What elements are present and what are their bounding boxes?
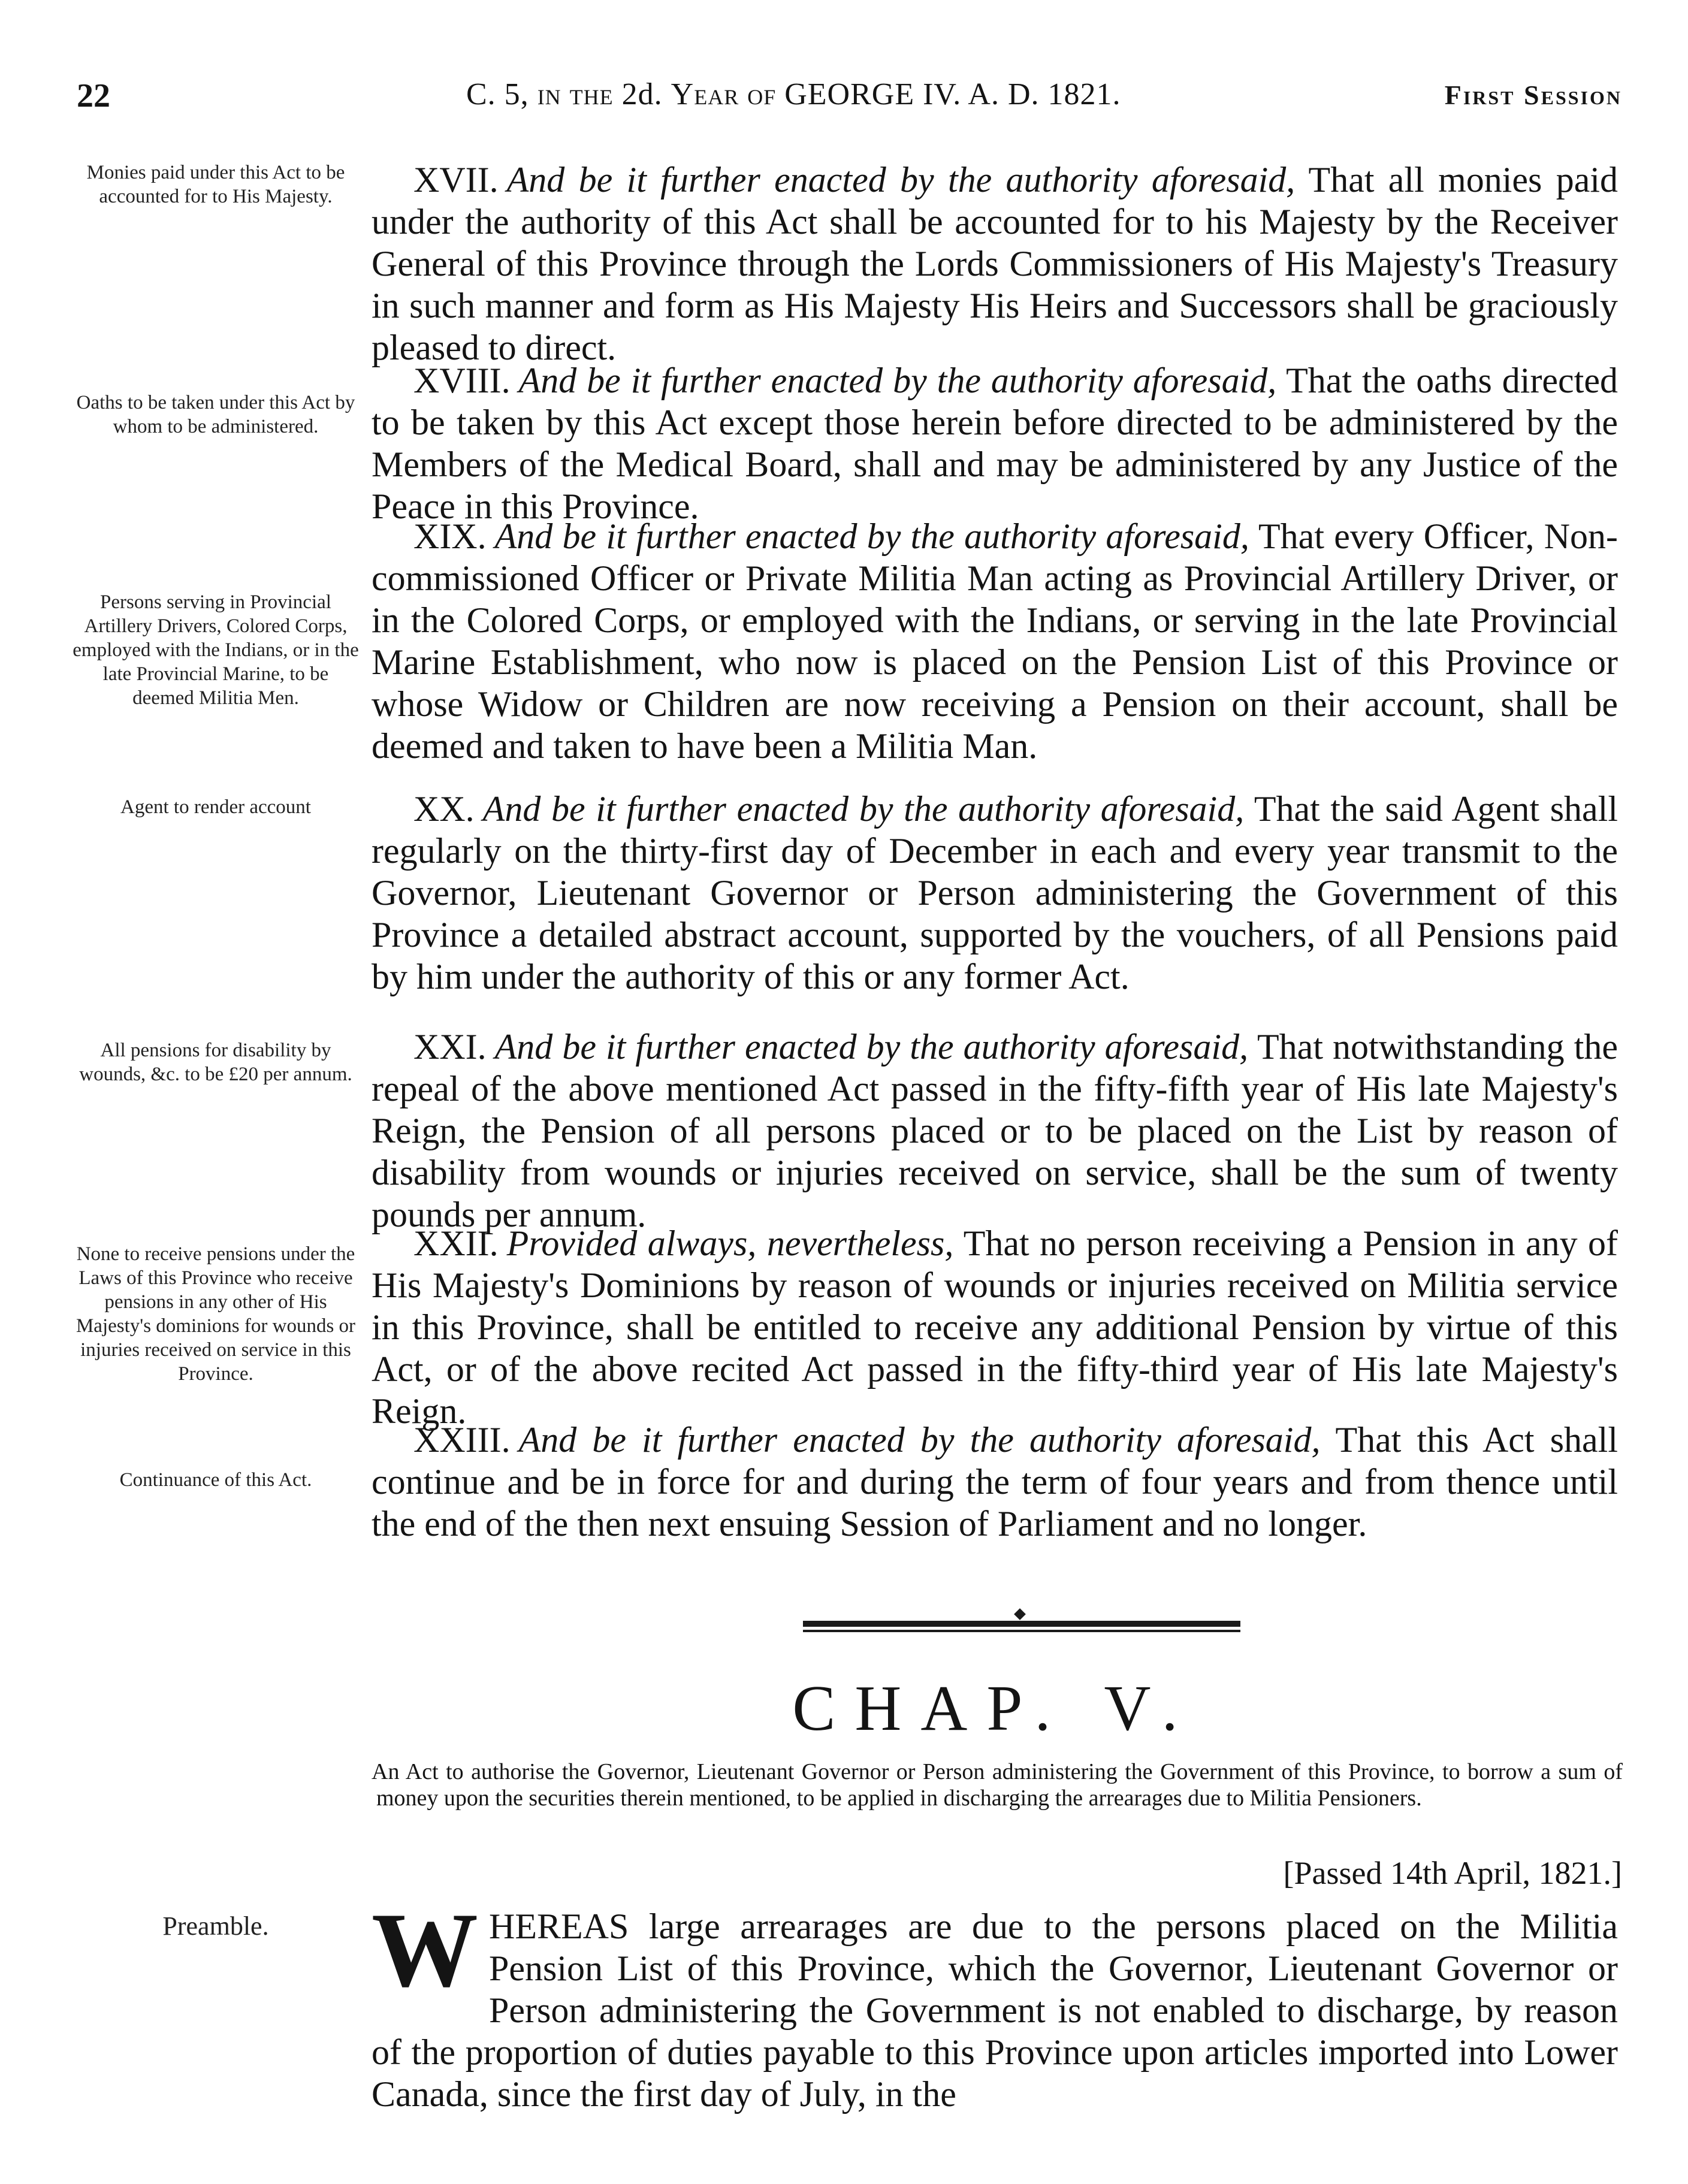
enacting-clause: And be it further enacted by the authority aforesaid, (506, 160, 1296, 200)
section-number: XXII. (413, 1224, 499, 1263)
enacting-clause: And be it further enacted by the authority aforesaid, (494, 516, 1249, 556)
section-xx (372, 788, 1618, 998)
rule-thick-line (803, 1621, 1240, 1627)
section-text: That the oaths directed to be taken by this Act except those herein before directed to be administered by the Members of the Medical Board, shall and may be administered by any Justice of the Peace in this Province. (372, 361, 1618, 526)
enacting-clause: Provided always, nevertheless, (506, 1224, 954, 1263)
enacting-clause: And be it further enacted by the authority aforesaid, (494, 1027, 1249, 1067)
regnal-year: 2d. (621, 77, 663, 111)
running-title (466, 77, 1121, 112)
monarch-and-date: GEORGE IV. A. D. 1821. (784, 77, 1121, 111)
rule-ornament (1014, 1608, 1026, 1620)
page-number: 22 (77, 77, 110, 114)
margin-note-no-double-pension: None to receive pensions under the Laws of this Province who receive pensions in any other of His Majesty's dominions for wounds or injuries received on service in this Province. (76, 1243, 356, 1385)
margin-note-continuance: Continuance of this Act. (119, 1469, 312, 1491)
margin-note-disability-pensions: All pensions for disability by wounds, &c. to be £20 per annum. (79, 1040, 352, 1085)
running-title-connector: in the (537, 77, 614, 111)
enacting-clause: And be it further enacted by the authority aforesaid, (482, 789, 1245, 829)
margin-note-persons-serving: Persons serving in Provincial Artillery Drivers, Colored Corps, employed with the Indians, or in the late Provincial Marine, to be deemed Militia Men. (73, 591, 359, 709)
section-number: XXI. (413, 1027, 487, 1067)
margin-note-preamble: Preamble. (162, 1911, 269, 1941)
drop-cap: W (372, 1890, 478, 2009)
preamble-paragraph (372, 1890, 1618, 2115)
section-xviii (372, 360, 1618, 527)
section-divider-rule (803, 1621, 1240, 1632)
section-number: XVIII. (413, 361, 511, 400)
section-number: XVII. (413, 160, 499, 200)
chapter-ref: C. 5, (466, 77, 529, 111)
section-text: That no person receiving a Pension in any of His Majesty's Dominions by reason of wounds or injuries received on Militia service in this Province, shall be entitled to receive any additional Pension by virtue of this Act, or of the above recited Act passed in the fifty-third year of His late Majesty's Reign. (372, 1224, 1618, 1431)
margin-note-oaths: Oaths to be taken under this Act by whom to be administered. (76, 392, 355, 437)
preamble-body: HEREAS large arrearages are due to the persons placed on the Militia Pension List of this Province, which the Governor, Lieutenant Governor or Person administering the Government is not enabled to discharge, by reason of the proportion of duties payable to this Province upon articles imported into Lower Canada, since the first day of July, in the (372, 1907, 1618, 2114)
section-xxi (372, 1026, 1618, 1236)
section-xvii (372, 159, 1618, 368)
section-number: XIX. (413, 516, 487, 556)
section-number: XXIII. (413, 1420, 511, 1460)
running-header (77, 77, 1622, 125)
section-number: XX. (413, 789, 475, 829)
enacting-clause: And be it further enacted by the authority aforesaid, (518, 1420, 1321, 1460)
section-xxii (372, 1222, 1618, 1432)
enacting-clause: And be it further enacted by the authority aforesaid, (518, 361, 1277, 400)
chapter-title: CHAP. V. (792, 1673, 1197, 1744)
section-xix (372, 515, 1618, 767)
section-text: That notwithstanding the repeal of the above mentioned Act passed in the fifty-fifth year of His late Majesty's Reign, the Pension of all persons placed or to be placed on the List by reason of disability from wounds or injuries received on service, shall be the sum of twenty pounds per annum. (372, 1027, 1618, 1234)
passed-date: [Passed 14th April, 1821.] (1283, 1855, 1622, 1891)
session-label: First Session (1444, 80, 1622, 110)
rule-thin-line (803, 1630, 1240, 1632)
section-text: That the said Agent shall regularly on the thirty-first day of December in each and every year transmit to the Governor, Lieutenant Governor or Person administering the Government of this Province a detailed abstract account, supported by the vouchers, of all Pensions paid by him under the authority of this or any former Act. (372, 789, 1618, 996)
running-title-year-of: Year of (671, 77, 777, 111)
section-text: That every Officer, Non-commissioned Officer or Private Militia Man acting as Provincial Artillery Driver, or in the Colored Corps, or employed with the Indians, or serving in the late Provincial Marine Establishment, who now is placed on the Pension List of this Province or whose Widow or Children are now receiving a Pension on their account, shall be deemed and taken to have been a Militia Man. (372, 516, 1618, 766)
chapter-description: An Act to authorise the Governor, Lieutenant Governor or Person administering the Government of this Province, to borrow a sum of money upon the securities therein mentioned, to be applied in discharging the arrearages due to Militia Pensioners. (372, 1759, 1623, 1811)
margin-note-monies: Monies paid under this Act to be accounted for to His Majesty. (86, 162, 345, 207)
margin-note-agent-account: Agent to render account (120, 796, 311, 818)
section-text: That all monies paid under the authority of this Act shall be accounted for to his Majesty by the Receiver General of this Province through the Lords Commissioners of His Majesty's Treasury in such manner and form as His Majesty His Heirs and Successors shall be graciously pleased to direct. (372, 160, 1618, 367)
section-xxiii (372, 1419, 1618, 1545)
section-text: That this Act shall continue and be in force for and during the term of four years and from thence until the end of the then next ensuing Session of Parliament and no longer. (372, 1420, 1618, 1543)
